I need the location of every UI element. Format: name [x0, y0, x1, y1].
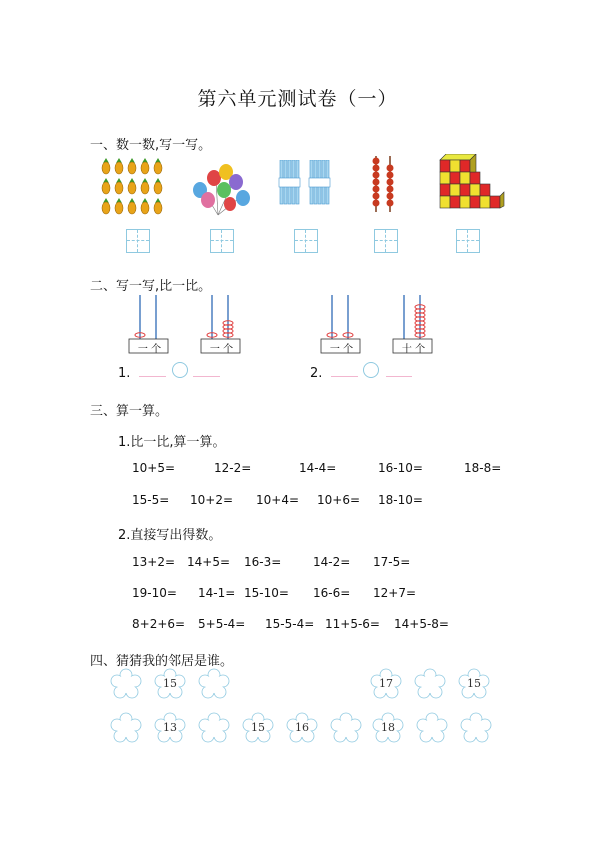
- bead-strings-picture: [366, 156, 406, 214]
- equation: 18-8=: [464, 461, 502, 475]
- equation: 16-10=: [378, 461, 423, 475]
- equation: 14-2=: [313, 555, 351, 569]
- number-flower[interactable]: [198, 712, 230, 744]
- compare-item-number: 1.: [118, 366, 131, 381]
- answer-blank[interactable]: [193, 376, 220, 377]
- number-flower[interactable]: [110, 668, 142, 700]
- balloons-picture: [188, 160, 260, 220]
- equation: 14-4=: [299, 461, 337, 475]
- abacus-label: 一 个: [209, 344, 234, 355]
- answer-box[interactable]: [210, 229, 234, 253]
- equation: 14+5=: [187, 555, 231, 569]
- answer-box[interactable]: [294, 229, 318, 253]
- equation: 15-5=: [132, 493, 170, 507]
- equation: 12+7=: [373, 586, 417, 600]
- answer-blank[interactable]: [331, 376, 358, 377]
- compare-item-number: 2.: [310, 366, 323, 381]
- number-flower[interactable]: 17: [370, 668, 402, 700]
- compare-circle[interactable]: [172, 362, 188, 378]
- section-3-heading: 三、算一算。: [90, 404, 169, 419]
- answer-box[interactable]: [374, 229, 398, 253]
- equation: 12-2=: [214, 461, 252, 475]
- equation: 10+6=: [317, 493, 361, 507]
- part-2-label: 2.直接写出得数。: [118, 528, 222, 543]
- number-flower[interactable]: [416, 712, 448, 744]
- number-flower[interactable]: 15: [154, 668, 186, 700]
- answer-blank[interactable]: [139, 376, 166, 377]
- number-flower[interactable]: 16: [286, 712, 318, 744]
- equation: 10+5=: [132, 461, 176, 475]
- number-flower[interactable]: 15: [458, 668, 490, 700]
- page-title: 第六单元测试卷（一）: [197, 88, 398, 110]
- abacus-label: 一 个: [137, 344, 162, 355]
- equation: 16-3=: [244, 555, 282, 569]
- answer-box[interactable]: [456, 229, 480, 253]
- answer-box[interactable]: [126, 229, 150, 253]
- part-1-label: 1.比一比,算一算。: [118, 435, 226, 450]
- abacus-label: 十 个: [401, 344, 426, 355]
- equation: 10+2=: [190, 493, 234, 507]
- number-flower[interactable]: 15: [242, 712, 274, 744]
- number-flower[interactable]: [330, 712, 362, 744]
- abacus-label: 一 个: [329, 344, 354, 355]
- number-flower[interactable]: [460, 712, 492, 744]
- number-flower[interactable]: 13: [154, 712, 186, 744]
- equation: 18-10=: [378, 493, 423, 507]
- section-1-heading: 一、数一数,写一写。: [90, 138, 212, 153]
- cubes-picture: [436, 154, 506, 220]
- equation: 14+5-8=: [394, 617, 449, 631]
- number-flower[interactable]: [110, 712, 142, 744]
- equation: 19-10=: [132, 586, 177, 600]
- pineapple-picture: [100, 158, 170, 218]
- equation: 17-5=: [373, 555, 411, 569]
- compare-circle[interactable]: [363, 362, 379, 378]
- number-flower[interactable]: [198, 668, 230, 700]
- equation: 15-10=: [244, 586, 289, 600]
- section-2-heading: 二、写一写,比一比。: [90, 279, 212, 294]
- number-flower[interactable]: 18: [372, 712, 404, 744]
- equation: 5+5-4=: [198, 617, 246, 631]
- equation: 11+5-6=: [325, 617, 380, 631]
- stick-bundles-picture: [276, 160, 334, 208]
- answer-blank[interactable]: [386, 376, 412, 377]
- equation: 10+4=: [256, 493, 300, 507]
- equation: 8+2+6=: [132, 617, 186, 631]
- section-4-heading: 四、猜猜我的邻居是谁。: [90, 654, 234, 669]
- number-flower[interactable]: [414, 668, 446, 700]
- equation: 14-1=: [198, 586, 236, 600]
- equation: 15-5-4=: [265, 617, 315, 631]
- equation: 13+2=: [132, 555, 176, 569]
- equation: 16-6=: [313, 586, 351, 600]
